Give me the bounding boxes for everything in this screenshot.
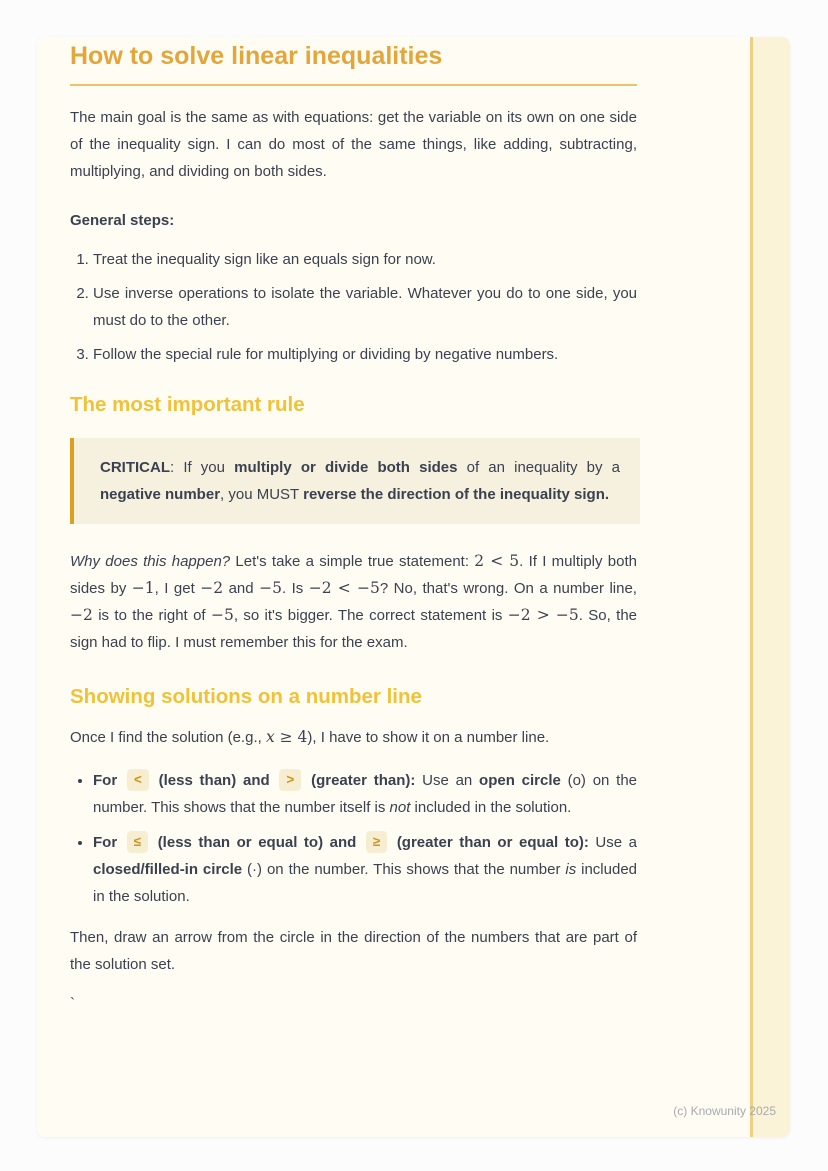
once-paragraph: Once I find the solution (e.g., x ≥ 4), I have to show it on a number line. bbox=[70, 728, 550, 746]
page-title: How to solve linear inequalities bbox=[70, 41, 637, 86]
page-content bbox=[37, 37, 637, 1017]
list-item: 2. Use inverse operations to isolate the variable. Whatever you do to one side, you must do to the other. bbox=[93, 280, 637, 334]
list-item: 1. Treat the inequality sign like an equals sign for now. bbox=[93, 246, 637, 273]
stray-backtick: ` bbox=[70, 995, 75, 1012]
intro-paragraph: The main goal is the same as with equations: get the variable on its own on one side of the inequality sign. I can do most of the same things, like adding, subtracting, multiplying, and dividing on both sides. bbox=[70, 109, 637, 180]
general-steps-list bbox=[70, 246, 637, 368]
critical-callout bbox=[70, 438, 640, 524]
why-paragraph: Why does this happen? Let's take a simple true statement: 2 < 5. If I multiply both sides by −1, I get −2 and −5. Is −2 < −5? No, that's wrong. On a number line, −2 is to the right of −5, so it's bigger. The correct statement is −2 > −5. So, the sign had to flip. I must remember this for the exam. bbox=[70, 552, 638, 651]
critical-callout-text: CRITICAL: If you multiply or divide both sides of an inequality by a negative number, you MUST reverse the direction of the inequality sign. bbox=[100, 459, 620, 503]
copyright: (c) Knowunity 2025 bbox=[673, 1104, 776, 1118]
list-item: • For ≤ (less than or equal to) and ≥ (greater than or equal to): Use a closed/filled-in circle (·) on the number. This shows that the number is included in the solution. bbox=[93, 829, 637, 910]
list-item: 3. Follow the special rule for multiplying or dividing by negative numbers. bbox=[93, 341, 637, 368]
section-heading-rule: The most important rule bbox=[70, 393, 305, 416]
section-heading-numberline: Showing solutions on a number line bbox=[70, 685, 422, 708]
general-steps-label: General steps: bbox=[70, 212, 175, 229]
then-paragraph: Then, draw an arrow from the circle in the direction of the numbers that are part of the solution set. bbox=[70, 929, 637, 973]
list-item: • For < (less than) and > (greater than): Use an open circle (o) on the number. This shows that the number itself is not included in the solution. bbox=[93, 767, 637, 821]
page-edge-strip bbox=[750, 37, 790, 1137]
note-page bbox=[37, 37, 790, 1137]
circle-rules-list bbox=[70, 767, 637, 910]
